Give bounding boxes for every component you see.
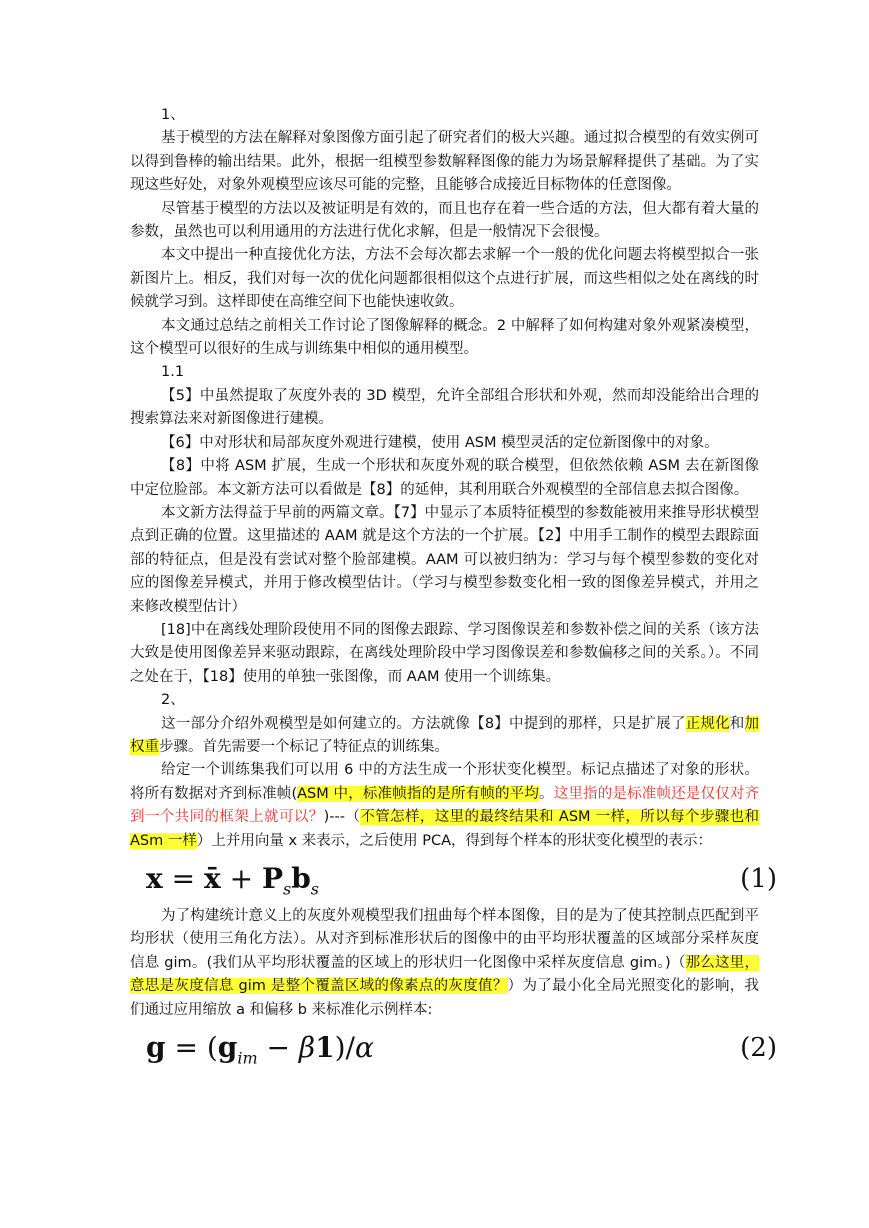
- paragraph-11: [130, 759, 759, 853]
- equation-1-number: (1): [740, 864, 777, 894]
- highlight-weighting: 加权重: [130, 715, 760, 755]
- paragraph-1: 基于模型的方法在解释对象图像方面引起了研究者们的极大兴趣。通过拟合模型的有效实例可以得到鲁棒的输出结果。此外，根据一组模型参数解释图像的能力为场景解释提供了基础。为了实现这些好处，对象外观模型应该尽可能的完整，且能够合成接近目标物体的任意图像。: [130, 130, 759, 194]
- equation-2-formula: $g = (g_{im} - \beta 1)/\alpha$: [146, 1031, 374, 1068]
- paragraph-12: [130, 905, 759, 1022]
- equation-1: [130, 855, 777, 903]
- section-number-1: 1、: [161, 107, 185, 123]
- section-number-1-1: 1.1: [161, 364, 185, 381]
- paragraph-11-text-d: ）上并用向量 x 来表示，之后使用 PCA，得到每个样本的形状变化模型的表示：: [196, 832, 713, 849]
- paragraph-8: 本文新方法得益于早前的两篇文章。【7】中显示了本质特征模型的参数能被用来推导形状模型点到正确的位置。这里描述的 AAM 就是这个方法的一个扩展。【2】中用手工制作的模型去跟踪面部的特征点，但是没有尝试对整个脸部建模。AAM 可以被归纳为：学习与每个模型参数的变化对应的图像差异模式，并用于修改模型估计。（学习与模型参数变化相一致的图像差异模式，并用之来修改模型估计）: [130, 504, 759, 615]
- paragraph-3: 本文中提出一种直接优化方法，方法不会每次都去求解一个一般的优化问题去将模型拟合一张新图片上。相反，我们对每一次的优化问题都很相似这个点进行扩展，而这些相似之处在离线的时候就学习到。这样即使在高维空间下也能快速收敛。: [130, 247, 759, 311]
- equation-1-formula: x = x̄ + $P_sb_s$: [146, 862, 320, 899]
- section-number-2: 2、: [161, 692, 185, 709]
- highlight-normalization: 正规化: [685, 715, 730, 732]
- paragraph-10-text-b: 和: [729, 715, 745, 732]
- highlight-asm-note: ASM 中，标准帧指的是所有帧的平均: [297, 785, 540, 802]
- paragraph-10: [130, 713, 759, 760]
- paragraph-10-text-c: 步骤。首先需要一个标记了特征点的训练集。: [159, 738, 449, 755]
- paragraph-11-text-b: 。: [539, 785, 554, 802]
- paragraph-4: 本文通过总结之前相关工作讨论了图像解释的概念。2 中解释了如何构建对象外观紧凑模型，这个模型可以很好的生成与训练集中相似的通用模型。: [130, 317, 759, 358]
- paragraph-2: 尽管基于模型的方法以及被证明是有效的，而且也存在着一些合适的方法，但大都有着大量的参数，虽然也可以利用通用的方法进行优化求解，但是一般情况下会很慢。: [130, 200, 759, 241]
- paragraph-10-text-a: 这一部分介绍外观模型是如何建立的。方法就像【8】中提到的那样，只是扩展了: [161, 715, 686, 732]
- equation-2-number: (2): [740, 1033, 777, 1064]
- paragraph-9: [18]中在离线处理阶段使用不同的图像去跟踪、学习图像误差和参数补偿之间的关系（该方法大致是使用图像差异来驱动跟踪，在离线处理阶段中学习图像误差和参数偏移之间的关系。）。不同之处在于，【18】使用的单独一张图像，而 AAM 使用一个训练集。: [130, 621, 759, 685]
- paragraph-11-text-c: )---（: [323, 809, 361, 826]
- red-question-note: 这里指的是标准帧还是仅仅对齐到一个共同的框架上就可以？: [130, 785, 760, 826]
- paragraph-7: 【8】中将 ASM 扩展，生成一个形状和灰度外观的联合模型，但依然依赖 ASM 去在新图像中定位脸部。本文新方法可以看做是【8】的延伸，其利用联合外观模型的全部信息去拟合图像。: [130, 458, 759, 498]
- paragraph-6: 【6】中对形状和局部灰度外观进行建模，使用 ASM 模型灵活的定位新图像中的对象。: [161, 434, 719, 451]
- highlight-gim-question: 那么这里，意思是灰度信息 gim 是整个覆盖区域的像素点的灰度值？: [130, 954, 760, 995]
- paragraph-12-text-a: 为了构建统计意义上的灰度外观模型我们扭曲每个样本图像，目的是为了使其控制点匹配到平均形状（使用三角化方法）。从对齐到标准形状后的图像中的由平均形状覆盖的区域部分采样灰度信息 gim。(我们从平均形状覆盖的区域上的形状归一化图像中采样灰度信息 gim。)（: [130, 908, 759, 971]
- equation-2: [130, 1024, 777, 1072]
- paragraph-11-text-a: 给定一个训练集我们可以用 6 中的方法生成一个形状变化模型。标记点描述了对象的形状。将所有数据对齐到标准帧(: [130, 762, 759, 802]
- paragraph-5: 【5】中虽然提取了灰度外表的 3D 模型，允许全部组合形状和外观，然而却没能给出合理的搜索算法来对新图像进行建模。: [130, 387, 759, 428]
- highlight-asm-same-note: 不管怎样，这里的最终结果和 ASM 一样，所以每个步骤也和 ASm 一样: [130, 809, 760, 849]
- paragraph-12-text-b: ）为了最小化全局光照变化的影响，我们通过应用缩放 a 和偏移 b 来标准化示例样本:: [130, 978, 760, 1018]
